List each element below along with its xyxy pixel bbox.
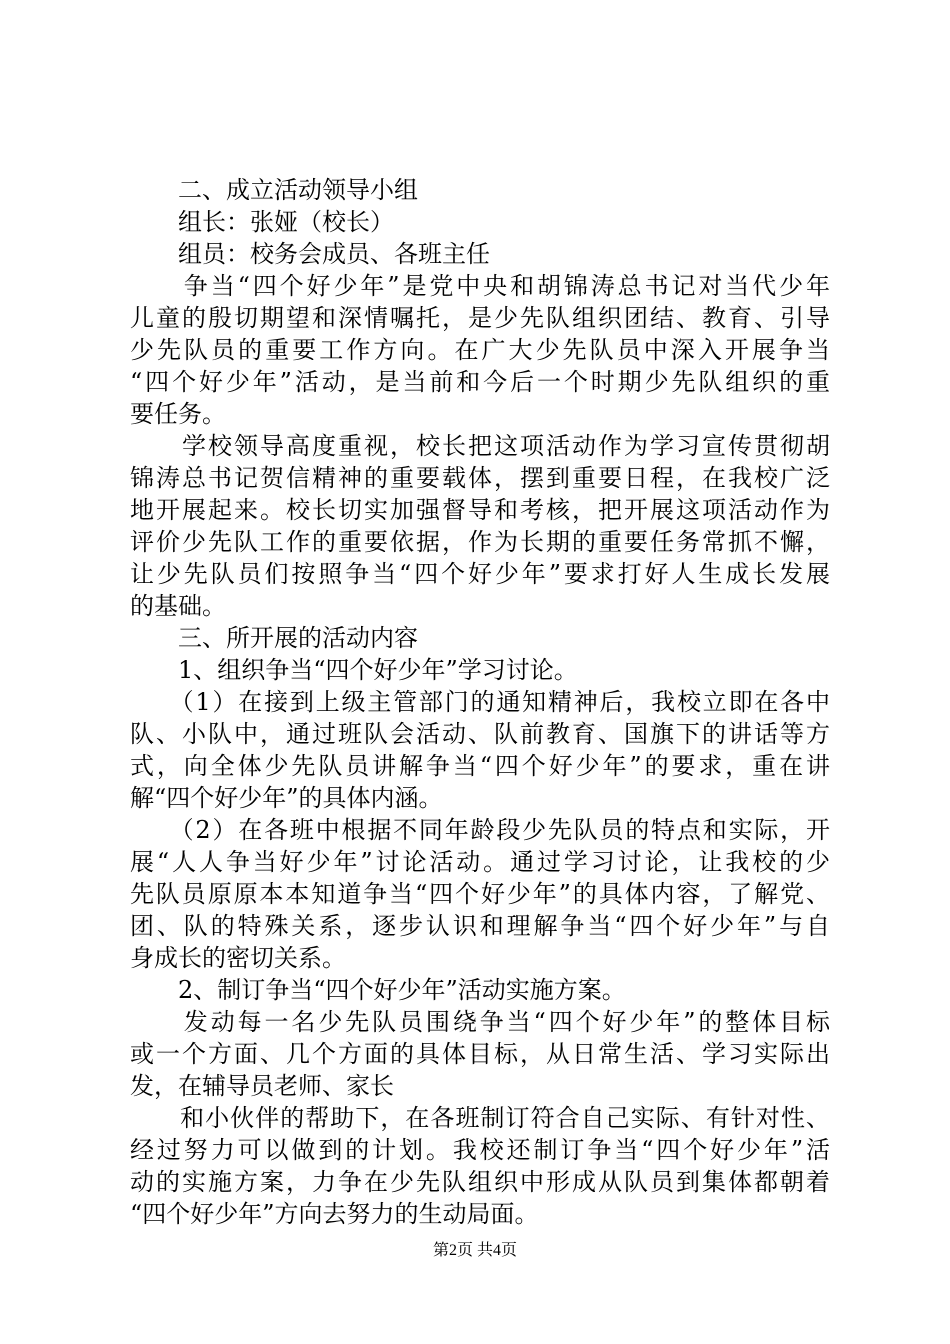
paragraph-line: 争当“四个好少年”是党中央和胡锦涛总书记对当代少年 xyxy=(130,272,830,300)
paragraph-line: （2）在各班中根据不同年龄段少先队员的特点和实际，开 xyxy=(130,816,830,844)
paragraph-line: 锦涛总书记贺信精神的重要载体，摆到重要日程，在我校广泛 xyxy=(130,464,830,492)
text-line-group-members: 组员：校务会成员、各班主任 xyxy=(130,240,490,268)
paragraph-line: （1）在接到上级主管部门的通知精神后，我校立即在各中 xyxy=(130,688,830,716)
paragraph-line: 儿童的殷切期望和深情嘱托，是少先队组织团结、教育、引导 xyxy=(130,304,830,332)
paragraph-line: 评价少先队工作的重要依据，作为长期的重要任务常抓不懈， xyxy=(130,528,830,556)
paragraph-line: 地开展起来。校长切实加强督导和考核，把开展这项活动作为 xyxy=(130,496,830,524)
paragraph-line: 少先队员的重要工作方向。在广大少先队员中深入开展争当 xyxy=(130,336,830,364)
page-footer: 第2页 共4页 xyxy=(432,1242,517,1259)
paragraph-line: 动的实施方案，力争在少先队组织中形成从队员到集体都朝着 xyxy=(130,1168,830,1196)
paragraph-line: 让少先队员们按照争当“四个好少年”要求打好人生成长发展 xyxy=(130,560,830,588)
paragraph-line: 要任务。 xyxy=(130,400,226,428)
paragraph-line: “四个好少年”活动，是当前和今后一个时期少先队组织的重 xyxy=(130,368,830,396)
text-line-group-leader: 组长：张娅（校长） xyxy=(130,208,394,236)
paragraph-line: 或一个方面、几个方面的具体目标，从日常生活、学习实际出 xyxy=(130,1040,830,1068)
paragraph-line: 队、小队中，通过班队会活动、队前教育、国旗下的讲话等方 xyxy=(130,720,830,748)
paragraph-line: 展“人人争当好少年”讨论活动。通过学习讨论，让我校的少 xyxy=(130,848,830,876)
paragraph-line: 解“四个好少年”的具体内涵。 xyxy=(130,784,443,812)
paragraph-line: 发动每一名少先队员围绕争当“四个好少年”的整体目标 xyxy=(130,1008,830,1036)
heading-activity-content: 三、所开展的活动内容 xyxy=(130,624,418,652)
paragraph-line: 学校领导高度重视，校长把这项活动作为学习宣传贯彻胡 xyxy=(130,432,830,460)
paragraph-line: 发，在辅导员老师、家长 xyxy=(130,1072,394,1100)
subheading-implementation-plan: 2、制订争当“四个好少年”活动实施方案。 xyxy=(130,976,626,1004)
paragraph-line: 和小伙伴的帮助下，在各班制订符合自己实际、有针对性、 xyxy=(130,1104,830,1132)
paragraph-line: 的基础。 xyxy=(130,592,226,620)
paragraph-line: “四个好少年”方向去努力的生动局面。 xyxy=(130,1200,539,1228)
paragraph-line: 式，向全体少先队员讲解争当“四个好少年”的要求，重在讲 xyxy=(130,752,830,780)
paragraph-line: 身成长的密切关系。 xyxy=(130,944,346,972)
paragraph-line: 先队员原原本本知道争当“四个好少年”的具体内容，了解党、 xyxy=(130,880,830,908)
paragraph-line: 经过努力可以做到的计划。我校还制订争当“四个好少年”活 xyxy=(130,1136,830,1164)
heading-establish-leadership-group: 二、成立活动领导小组 xyxy=(130,176,418,204)
subheading-study-discussion: 1、组织争当“四个好少年”学习讨论。 xyxy=(130,656,578,684)
paragraph-line: 团、队的特殊关系，逐步认识和理解争当“四个好少年”与自 xyxy=(130,912,830,940)
